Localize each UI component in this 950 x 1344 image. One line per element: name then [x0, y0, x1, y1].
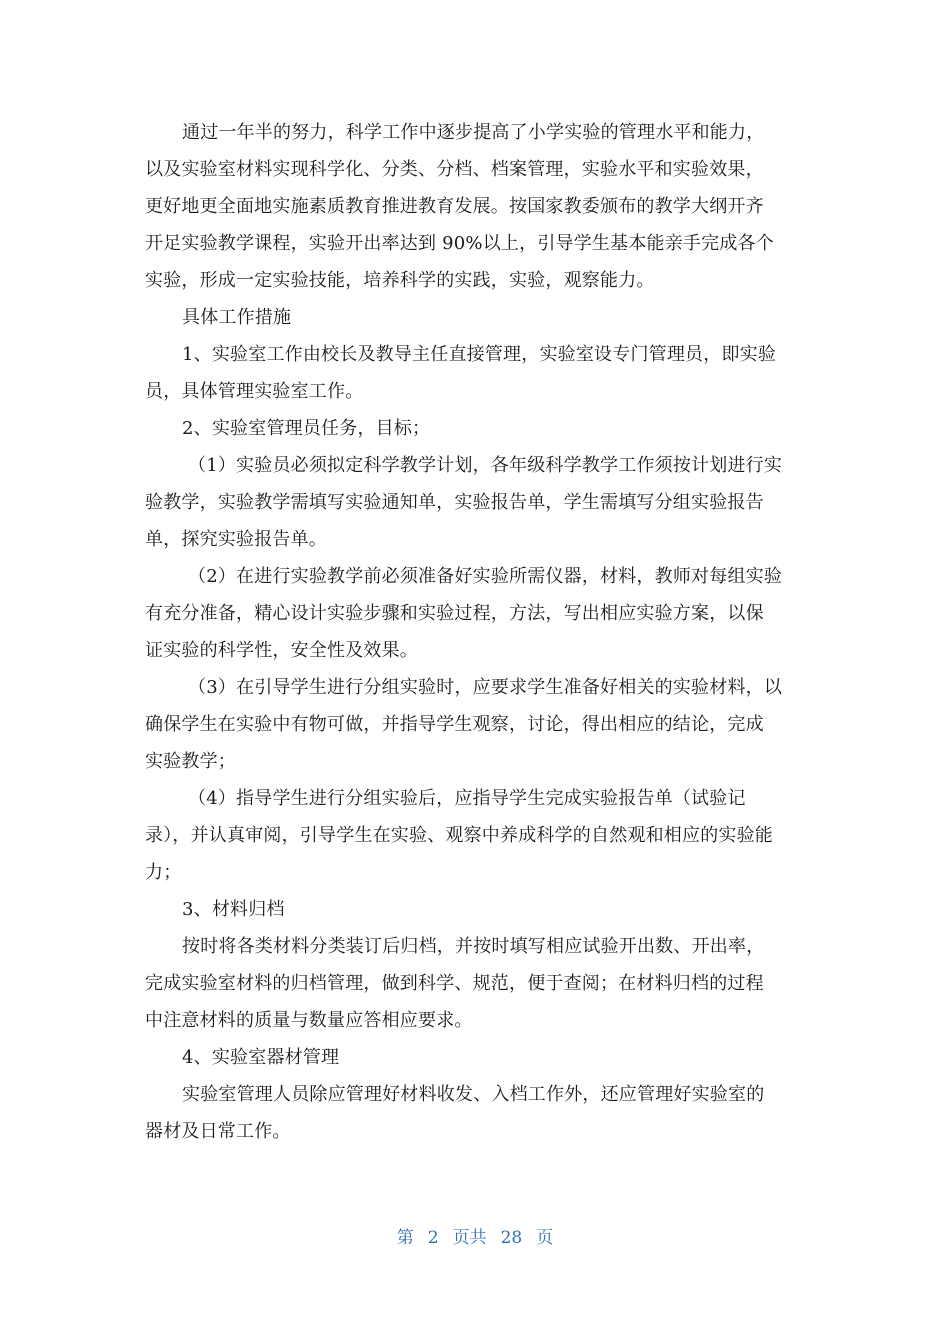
total-page-number: 28 — [500, 1228, 523, 1248]
paragraph-line: 通过一年半的努力，科学工作中逐步提高了小学实验的管理水平和能力， — [182, 122, 765, 143]
paragraph-line: 员，具体管理实验室工作。 — [145, 381, 364, 402]
paragraph-line: 完成实验室材料的归档管理，做到科学、规范，便于查阅；在材料归档的过程 — [145, 973, 764, 994]
section-heading: 3、材料归档 — [182, 899, 285, 920]
paragraph-line: 器材及日常工作。 — [145, 1121, 291, 1142]
paragraph-line: 实验室管理人员除应管理好材料收发、入档工作外，还应管理好实验室的 — [182, 1084, 765, 1105]
paragraph-line: 以及实验室材料实现科学化、分类、分档、档案管理，实验水平和实验效果， — [145, 159, 764, 180]
paragraph-line: 单，探究实验报告单。 — [145, 529, 327, 550]
document-body — [145, 114, 809, 1150]
paragraph-line: （4）指导学生进行分组实验后，应指导学生完成实验报告单（试验记 — [188, 788, 746, 809]
current-page-number: 2 — [427, 1228, 439, 1248]
paragraph-line: 1、实验室工作由校长及教导主任直接管理，实验室设专门管理员，即实验 — [182, 344, 777, 365]
paragraph-line: （1）实验员必须拟定科学教学计划，各年级科学教学工作须按计划进行实 — [188, 455, 783, 476]
paragraph-line: 实验，形成一定实验技能，培养科学的实践，实验，观察能力。 — [145, 270, 655, 291]
paragraph-line: 力； — [145, 862, 182, 883]
paragraph-line: 按时将各类材料分类装订后归档，并按时填写相应试验开出数、开出率， — [182, 936, 765, 957]
paragraph-line: 确保学生在实验中有物可做，并指导学生观察，讨论，得出相应的结论，完成 — [145, 714, 764, 735]
paragraph-line: 更好地更全面地实施素质教育推进教育发展。按国家教委颁布的教学大纲开齐 — [145, 196, 764, 217]
page-footer — [0, 1226, 950, 1250]
paragraph-line: 开足实验教学课程，实验开出率达到 90%以上，引导学生基本能亲手完成各个 — [145, 233, 774, 254]
paragraph-line: （2）在进行实验教学前必须准备好实验所需仪器，材料，教师对每组实验 — [188, 566, 783, 587]
footer-di: 第 — [396, 1228, 414, 1248]
paragraph-line: 证实验的科学性，安全性及效果。 — [145, 640, 418, 661]
section-heading: 4、实验室器材管理 — [182, 1047, 340, 1068]
paragraph-line: 录），并认真审阅，引导学生在实验、观察中养成科学的自然观和相应的实验能 — [145, 825, 773, 846]
section-heading: 2、实验室管理员任务，目标； — [182, 418, 431, 439]
footer-ye-gong: 页共 — [452, 1228, 487, 1248]
paragraph-line: 实验教学； — [145, 751, 236, 772]
paragraph-line: （3）在引导学生进行分组实验时，应要求学生准备好相关的实验材料，以 — [188, 677, 783, 698]
paragraph-line: 中注意材料的质量与数量应答相应要求。 — [145, 1010, 473, 1031]
footer-ye: 页 — [536, 1228, 554, 1248]
paragraph-line: 有充分准备，精心设计实验步骤和实验过程，方法，写出相应实验方案，以保 — [145, 603, 764, 624]
paragraph-line: 验教学，实验教学需填写实验通知单，实验报告单，学生需填写分组实验报告 — [145, 492, 764, 513]
section-heading: 具体工作措施 — [182, 307, 292, 328]
